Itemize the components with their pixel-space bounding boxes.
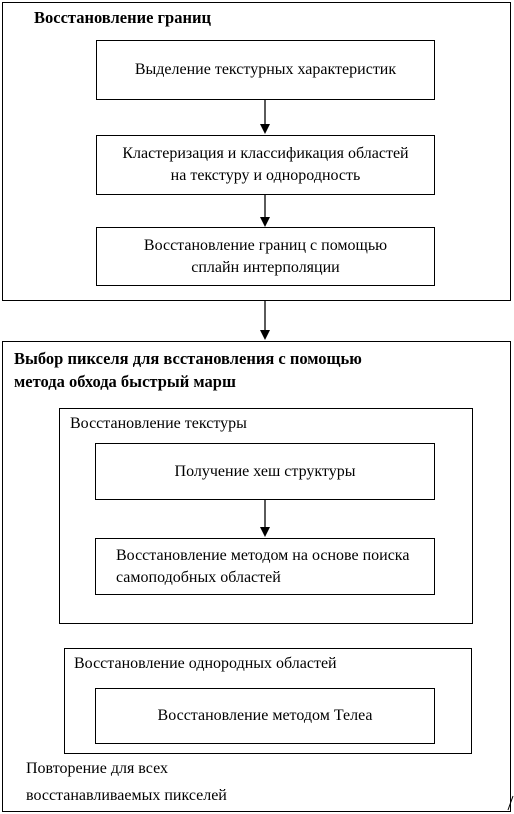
boundary-restoration-title: Восстановление границ xyxy=(34,8,211,27)
pixel-selection-title: Выбор пикселя для всстановления с помощью метода обхода быстрый марш xyxy=(14,349,362,391)
step-telea-method-label: Восстановление методом Телеа xyxy=(157,707,373,724)
arrow-section1-to-section2 xyxy=(260,301,270,340)
step-hash-structure xyxy=(95,443,435,500)
step-self-similar-search-label: Восстановление методом на основе поиска самоподобных областей xyxy=(116,546,410,586)
step-clustering-classification xyxy=(96,135,435,195)
texture-restoration-title: Восстановление текстуры xyxy=(70,415,247,432)
step-texture-features-label: Выделение текстурных характеристик xyxy=(134,61,397,78)
step-self-similar-search xyxy=(95,538,435,595)
repeat-caption-line2: восстанавливаемых пикселей xyxy=(26,787,227,804)
repeat-caption-line1: Повторение для всех xyxy=(26,760,168,777)
step-clustering-classification-label: Кластеризация и классификация областей на текстуру и однородность xyxy=(122,145,409,184)
step-telea-method xyxy=(95,688,435,744)
homogeneous-restoration-title: Восстановление однородных областей xyxy=(74,655,337,672)
step-hash-structure-label: Получение хеш структуры xyxy=(174,462,356,480)
step-texture-features xyxy=(96,40,435,100)
step-spline-interpolation xyxy=(96,227,435,286)
step-spline-interpolation-label: Восстановление границ с помощью сплайн интерполяции xyxy=(143,236,388,276)
